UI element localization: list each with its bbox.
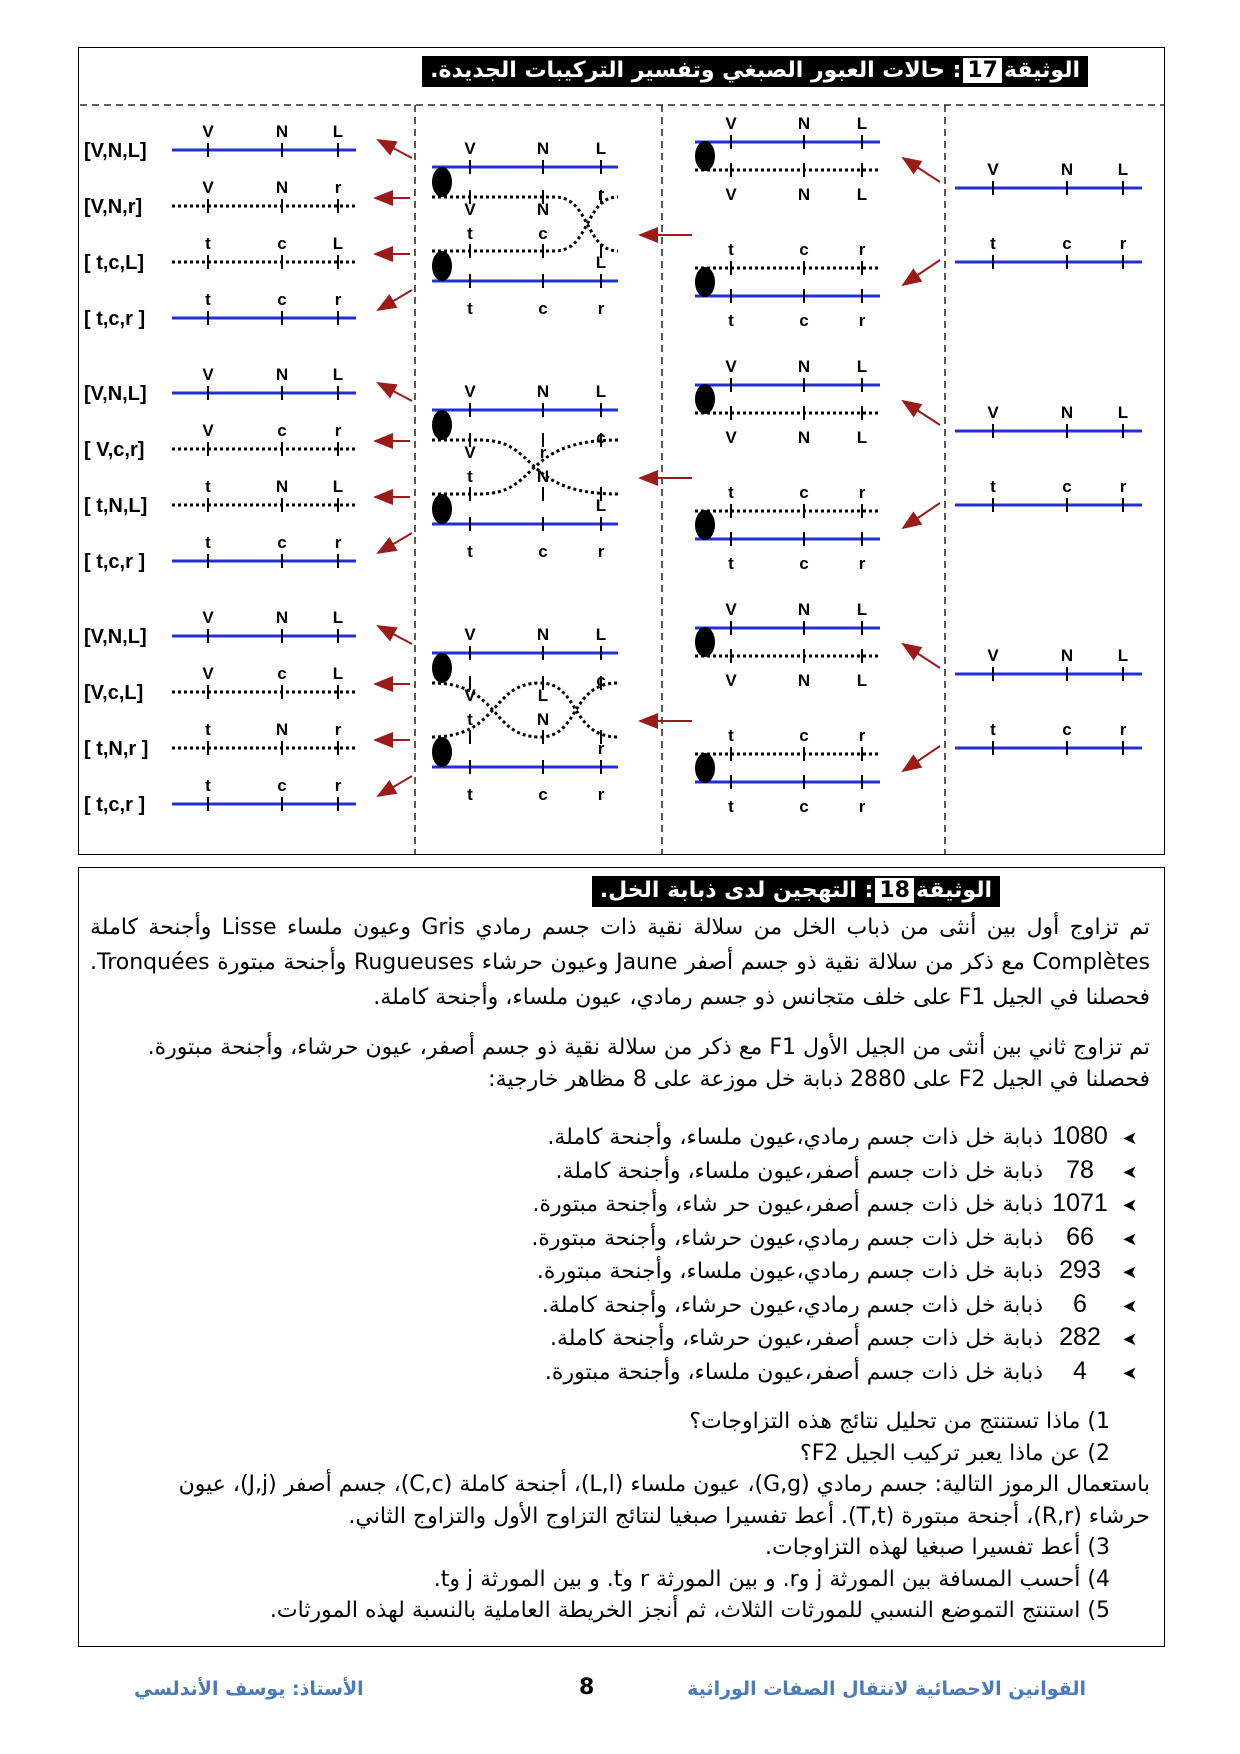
chromosome-dominant (172, 797, 356, 811)
allele-label: L (332, 365, 344, 384)
allele-label: r (858, 311, 866, 330)
allele-label: c (277, 421, 287, 440)
centromere (695, 753, 715, 783)
arrow (378, 776, 412, 796)
allele-label: c (799, 240, 809, 259)
allele-label: t (467, 299, 473, 318)
allele-label: L (1117, 160, 1129, 179)
allele-label: N (536, 382, 550, 401)
allele-label: N (797, 671, 811, 690)
chromosome-dominant (432, 160, 618, 174)
allele-label: t (728, 311, 734, 330)
arrow-bullet-icon: ➤ (1122, 1161, 1138, 1183)
allele-label: V (725, 428, 737, 447)
allele-label: V (202, 122, 214, 141)
allele-label: c (538, 785, 548, 804)
allele-label: N (275, 720, 289, 739)
arrow-bullet-icon: ➤ (1122, 1262, 1138, 1283)
allele-label: N (536, 710, 550, 729)
centromere (432, 653, 452, 683)
chromosome-dominant (432, 517, 618, 531)
document-18-title (592, 876, 1000, 907)
chromosome-recessive (172, 498, 356, 512)
question-5: 5) استنتج التموضع النسبي للمورثات الثلاث، ثم أنجز الخريطة العاملية بالنسبة لهذه المورثات. (269, 1598, 1110, 1623)
allele-label: V (725, 185, 737, 204)
allele-label: N (797, 600, 811, 619)
allele-label: N (1060, 160, 1074, 179)
allele-label: c (1062, 720, 1072, 739)
allele-label: V (464, 625, 476, 644)
allele-label: L (856, 600, 868, 619)
allele-label: N (797, 114, 811, 133)
chromosome-recessive (172, 442, 356, 456)
allele-label: t (728, 554, 734, 573)
allele-label: V (464, 686, 476, 705)
centromere (695, 510, 715, 540)
paragraph-first-cross: تم تزاوج أول بين أنثى من ذباب الخل من سلالة نقية ذات جسم رمادي Gris وعيون ملساء Lisse وأجنحة كاملة Complètes مع ذكر من سلالة نقية ذو جسم أصفر Jaune وعيون حرشاء Rugueuses وأجنحة مبتورة Tronquées. فحصلنا في الجيل F1 على خلف متجانس ذو جسم رمادي، عيون ملساء، وأجنحة كاملة. (90, 915, 1150, 1010)
allele-label: r (858, 483, 866, 502)
allele-label: r (334, 533, 342, 552)
allele-label: V (464, 443, 476, 462)
question-1: 1) ماذا تستنتج من تحليل نتائج هذه التزاوجات؟ (689, 1409, 1110, 1434)
chromosome-dominant (695, 532, 880, 546)
crossing-chromatid (432, 440, 618, 494)
chromosome-recessive (695, 163, 880, 177)
allele-label: r (597, 739, 605, 758)
allele-label: r (597, 185, 605, 204)
allele-label: r (1119, 477, 1127, 496)
allele-label: V (464, 200, 476, 219)
result-count: 66 (1066, 1222, 1094, 1251)
result-text: ذبابة خل ذات جسم رمادي،عيون ملساء، وأجنحة مبتورة. (536, 1259, 1050, 1284)
chromosome-recessive (172, 199, 356, 213)
allele-label: V (464, 139, 476, 158)
allele-label: r (858, 240, 866, 259)
paragraph-second-line1: تم تزاوج ثاني بين أنثى من الجيل الأول F1 مع ذكر من سلالة نقية ذو جسم أصفر، عيون حرشاء، وأجنحة مبتورة. (147, 1035, 1150, 1060)
arrow (903, 158, 940, 182)
allele-label: N (797, 185, 811, 204)
chromosome-dominant (955, 181, 1142, 195)
allele-label: V (987, 646, 999, 665)
crossing-over-diagram (0, 0, 1240, 870)
arrow-bullet-icon: ➤ (1122, 1228, 1138, 1250)
title-number: 17 (963, 58, 1002, 83)
result-text: ذبابة خل ذات جسم رمادي،عيون حرشاء، وأجنحة كاملة. (541, 1292, 1050, 1318)
allele-label: V (725, 357, 737, 376)
allele-label: N (536, 139, 550, 158)
arrow-bullet-icon: ➤ (1122, 1329, 1138, 1350)
allele-label: t (205, 234, 211, 253)
allele-label: L (332, 608, 344, 627)
result-count: 293 (1059, 1256, 1101, 1284)
allele-label: N (797, 428, 811, 447)
chromosome-dominant (695, 289, 880, 303)
allele-label: r (597, 299, 605, 318)
chromosome-recessive (695, 747, 880, 761)
crossing-chromatid (432, 440, 618, 494)
footer-course-title: القوانين الاحصائية لانتقال الصفات الوراثية (687, 1678, 1086, 1700)
result-text: ذبابة خل ذات جسم أصفر،عيون ملساء، وأجنحة كاملة. (555, 1158, 1050, 1184)
allele-label: N (536, 200, 550, 219)
arrow (378, 140, 412, 158)
f2-result-item (90, 1187, 1150, 1221)
question-4: 4) أحسب المسافة بين المورثة j وr. و بين المورثة r وt. و بين المورثة j وt. (433, 1566, 1110, 1592)
arrow (378, 626, 412, 644)
result-count: 1080 (1052, 1122, 1108, 1150)
allele-label: t (990, 234, 996, 253)
arrow (378, 290, 412, 310)
centromere (695, 627, 715, 657)
allele-label: L (856, 357, 868, 376)
centromere (432, 410, 452, 440)
arrow-bullet-icon: ➤ (1122, 1195, 1138, 1216)
chromosome-dominant (432, 403, 618, 417)
title-text: : حالات العبور الصبغي وتفسير التركيبات الجديدة. (430, 58, 962, 83)
allele-label: V (202, 178, 214, 197)
questions-block (90, 1406, 1150, 1627)
allele-label: t (205, 290, 211, 309)
allele-label: r (1119, 234, 1127, 253)
centromere (695, 384, 715, 414)
allele-label: c (277, 533, 287, 552)
chromosome-recessive (172, 685, 356, 699)
phenotype-label: [V,N,r] (84, 196, 143, 218)
arrow (903, 644, 940, 668)
allele-label: L (856, 428, 868, 447)
chromosome-dominant (172, 311, 356, 325)
allele-label: N (275, 178, 289, 197)
phenotype-label: [ t,c,r ] (84, 308, 146, 330)
crossing-over-chromosomes (432, 139, 618, 804)
allele-label: r (1119, 720, 1127, 739)
result-count: 4 (1073, 1356, 1087, 1385)
allele-label: t (467, 542, 473, 561)
allele-label: L (595, 496, 607, 515)
allele-label: L (332, 477, 344, 496)
allele-label: t (467, 224, 473, 243)
allele-label: t (990, 477, 996, 496)
allele-label: L (595, 139, 607, 158)
f2-result-item (90, 1321, 1150, 1355)
allele-label: N (536, 625, 550, 644)
phenotype-label: [V,N,L] (84, 626, 147, 648)
allele-label: r (858, 797, 866, 816)
allele-label: c (538, 542, 548, 561)
allele-label: V (725, 114, 737, 133)
allele-label: c (799, 726, 809, 745)
allele-label: V (987, 160, 999, 179)
allele-label: r (334, 178, 342, 197)
allele-label: c (799, 554, 809, 573)
result-text: ذبابة خل ذات جسم أصفر،عيون ملساء، وأجنحة مبتورة. (544, 1359, 1050, 1385)
f2-result-item (90, 1355, 1150, 1389)
symbols-line-1: باستعمال الرموز التالية: جسم رمادي (G,g)، عيون ملساء (L,l)، أجنحة كاملة (C,c)، جسم أصفر (J,j)، عيون (178, 1472, 1150, 1497)
centromere (695, 141, 715, 171)
allele-label: t (205, 477, 211, 496)
chromosome-recessive (172, 255, 356, 269)
phenotype-label: [ t,c,L] (84, 252, 144, 274)
chromosome-recessive (172, 741, 356, 755)
centromere (432, 167, 452, 197)
question-2: 2) عن ماذا يعبر تركيب الجيل F2؟ (800, 1440, 1110, 1466)
allele-label: L (856, 114, 868, 133)
centromere (432, 494, 452, 524)
allele-label: c (538, 224, 548, 243)
allele-label: V (202, 365, 214, 384)
allele-label: c (799, 311, 809, 330)
allele-label: N (275, 608, 289, 627)
result-count: 78 (1066, 1155, 1094, 1184)
allele-label: V (987, 403, 999, 422)
allele-label: r (858, 726, 866, 745)
allele-label: t (728, 240, 734, 259)
arrow (903, 260, 940, 285)
allele-label: t (205, 720, 211, 739)
footer-teacher: الأستاذ: يوسف الأندلسي (134, 1678, 364, 1700)
chromosome-dominant (695, 135, 880, 149)
allele-label: c (1062, 477, 1072, 496)
arrows (375, 140, 940, 796)
allele-label: V (725, 671, 737, 690)
phenotype-label: [ t,N,r ] (84, 738, 149, 760)
chromosome-dominant (432, 760, 618, 774)
arrow (378, 533, 412, 553)
allele-label: N (275, 365, 289, 384)
title-number: 18 (875, 878, 914, 903)
allele-label: t (467, 785, 473, 804)
centromere (432, 251, 452, 281)
title-text: : التهجين لدى ذبابة الخل. (599, 878, 874, 903)
allele-label: L (537, 686, 549, 705)
chromosome-dominant (432, 274, 618, 288)
arrow-bullet-icon: ➤ (1122, 1128, 1138, 1149)
f2-result-item (90, 1154, 1150, 1188)
phenotype-label: [V,N,L] (84, 383, 147, 405)
arrow-bullet-icon: ➤ (1122, 1295, 1138, 1317)
arrow (903, 503, 940, 528)
allele-label: r (858, 554, 866, 573)
chromosome-dominant (172, 143, 356, 157)
chromosome-dominant (172, 629, 356, 643)
allele-label: L (595, 382, 607, 401)
allele-label: N (1060, 646, 1074, 665)
recombinant-results (84, 122, 356, 816)
allele-label: r (597, 542, 605, 561)
result-text: ذبابة خل ذات جسم أصفر،عيون حرشاء، وأجنحة كاملة. (549, 1326, 1050, 1351)
result-count: 1071 (1052, 1189, 1108, 1217)
paragraph-second-cross (90, 1032, 1150, 1096)
allele-label: c (277, 290, 287, 309)
allele-label: r (334, 421, 342, 440)
allele-label: r (334, 720, 342, 739)
allele-label: t (728, 797, 734, 816)
question-3: 3) أعط تفسيرا صبغيا لهذه التزاوجات. (765, 1535, 1110, 1560)
allele-label: c (277, 776, 287, 795)
f2-result-item (90, 1221, 1150, 1255)
phenotype-label: [ t,c,r ] (84, 551, 146, 573)
allele-label: r (539, 443, 547, 462)
crossing-chromatid (432, 683, 618, 737)
result-count: 6 (1073, 1289, 1087, 1318)
allele-label: t (728, 726, 734, 745)
chromosome-dominant (955, 255, 1142, 269)
allele-label: L (1117, 646, 1129, 665)
allele-label: c (799, 797, 809, 816)
chromosome-dominant (432, 646, 618, 660)
title-label: الوثيقة (1003, 58, 1080, 83)
arrow (903, 401, 940, 425)
chromosome-dominant (955, 667, 1142, 681)
allele-label: t (205, 776, 211, 795)
phenotype-label: [V,c,L] (84, 682, 144, 704)
result-text: ذبابة خل ذات جسم رمادي،عيون ملساء، وأجنحة كاملة. (547, 1125, 1050, 1150)
allele-label: L (332, 122, 344, 141)
allele-label: r (334, 776, 342, 795)
crossing-chromatid (432, 197, 618, 251)
phenotype-label: [ V,c,r] (84, 439, 145, 461)
arrow (378, 383, 412, 401)
allele-label: t (467, 467, 473, 486)
centromere (695, 267, 715, 297)
allele-label: t (467, 710, 473, 729)
separator-lines (80, 105, 1165, 855)
allele-label: N (275, 477, 289, 496)
phenotype-label: [V,N,L] (84, 140, 147, 162)
homologous-pairs (695, 114, 880, 816)
footer-page-number: 8 (579, 1675, 595, 1700)
arrow (903, 746, 940, 771)
allele-label: r (334, 290, 342, 309)
result-text: ذبابة خل ذات جسم رمادي،عيون حرشاء، وأجنحة مبتورة. (531, 1225, 1050, 1251)
chromosome-dominant (172, 554, 356, 568)
title-label: الوثيقة (915, 878, 992, 903)
chromosome-recessive (695, 504, 880, 518)
allele-label: V (725, 600, 737, 619)
allele-label: t (728, 483, 734, 502)
chromosome-dominant (955, 741, 1142, 755)
allele-label: c (1062, 234, 1072, 253)
allele-label: t (990, 720, 996, 739)
allele-label: c (277, 234, 287, 253)
chromosome-dominant (955, 498, 1142, 512)
chromosome-recessive (695, 261, 880, 275)
allele-label: L (332, 234, 344, 253)
allele-label: L (332, 664, 344, 683)
centromere (432, 737, 452, 767)
paragraph-second-line2: فحصلنا في الجيل F2 على 2880 ذبابة خل موزعة على 8 مظاهر خارجية: (488, 1067, 1150, 1092)
chromosome-dominant (695, 621, 880, 635)
phenotype-label: [ t,N,L] (84, 495, 148, 517)
f2-results-list (90, 1120, 1150, 1388)
symbols-line-2: حرشاء (R,r)، أجنحة مبتورة (T,t). أعط تفسيرا صبغيا لنتائج التزاوج الأول والتزاوج الثاني. (348, 1503, 1150, 1529)
parent-chromosomes (955, 160, 1142, 755)
allele-label: N (797, 357, 811, 376)
chromosome-dominant (172, 386, 356, 400)
f2-result-item (90, 1288, 1150, 1322)
allele-label: c (596, 671, 606, 690)
chromosome-dominant (955, 424, 1142, 438)
crossing-chromatid (432, 197, 618, 251)
allele-label: L (856, 671, 868, 690)
allele-label: t (205, 533, 211, 552)
crossing-chromatid (432, 683, 618, 737)
allele-label: V (202, 421, 214, 440)
allele-label: L (1117, 403, 1129, 422)
chromosome-recessive (695, 649, 880, 663)
allele-label: c (799, 483, 809, 502)
result-count: 282 (1059, 1323, 1101, 1351)
allele-label: c (538, 299, 548, 318)
chromosome-dominant (695, 378, 880, 392)
phenotype-label: [ t,c,r ] (84, 794, 146, 816)
f2-result-item (90, 1120, 1150, 1154)
f2-result-item (90, 1254, 1150, 1288)
allele-label: V (202, 608, 214, 627)
chromosome-recessive (695, 406, 880, 420)
allele-label: L (595, 625, 607, 644)
allele-label: V (202, 664, 214, 683)
arrow-bullet-icon: ➤ (1122, 1362, 1138, 1384)
chromosome-dominant (695, 775, 880, 789)
allele-label: N (536, 467, 550, 486)
allele-label: N (1060, 403, 1074, 422)
allele-label: L (856, 185, 868, 204)
allele-label: V (464, 382, 476, 401)
allele-label: L (595, 253, 607, 272)
allele-label: c (596, 428, 606, 447)
result-text: ذبابة خل ذات جسم أصفر،عيون حر شاء، وأجنحة مبتورة. (532, 1192, 1050, 1217)
allele-label: r (597, 785, 605, 804)
allele-label: N (275, 122, 289, 141)
allele-label: c (277, 664, 287, 683)
